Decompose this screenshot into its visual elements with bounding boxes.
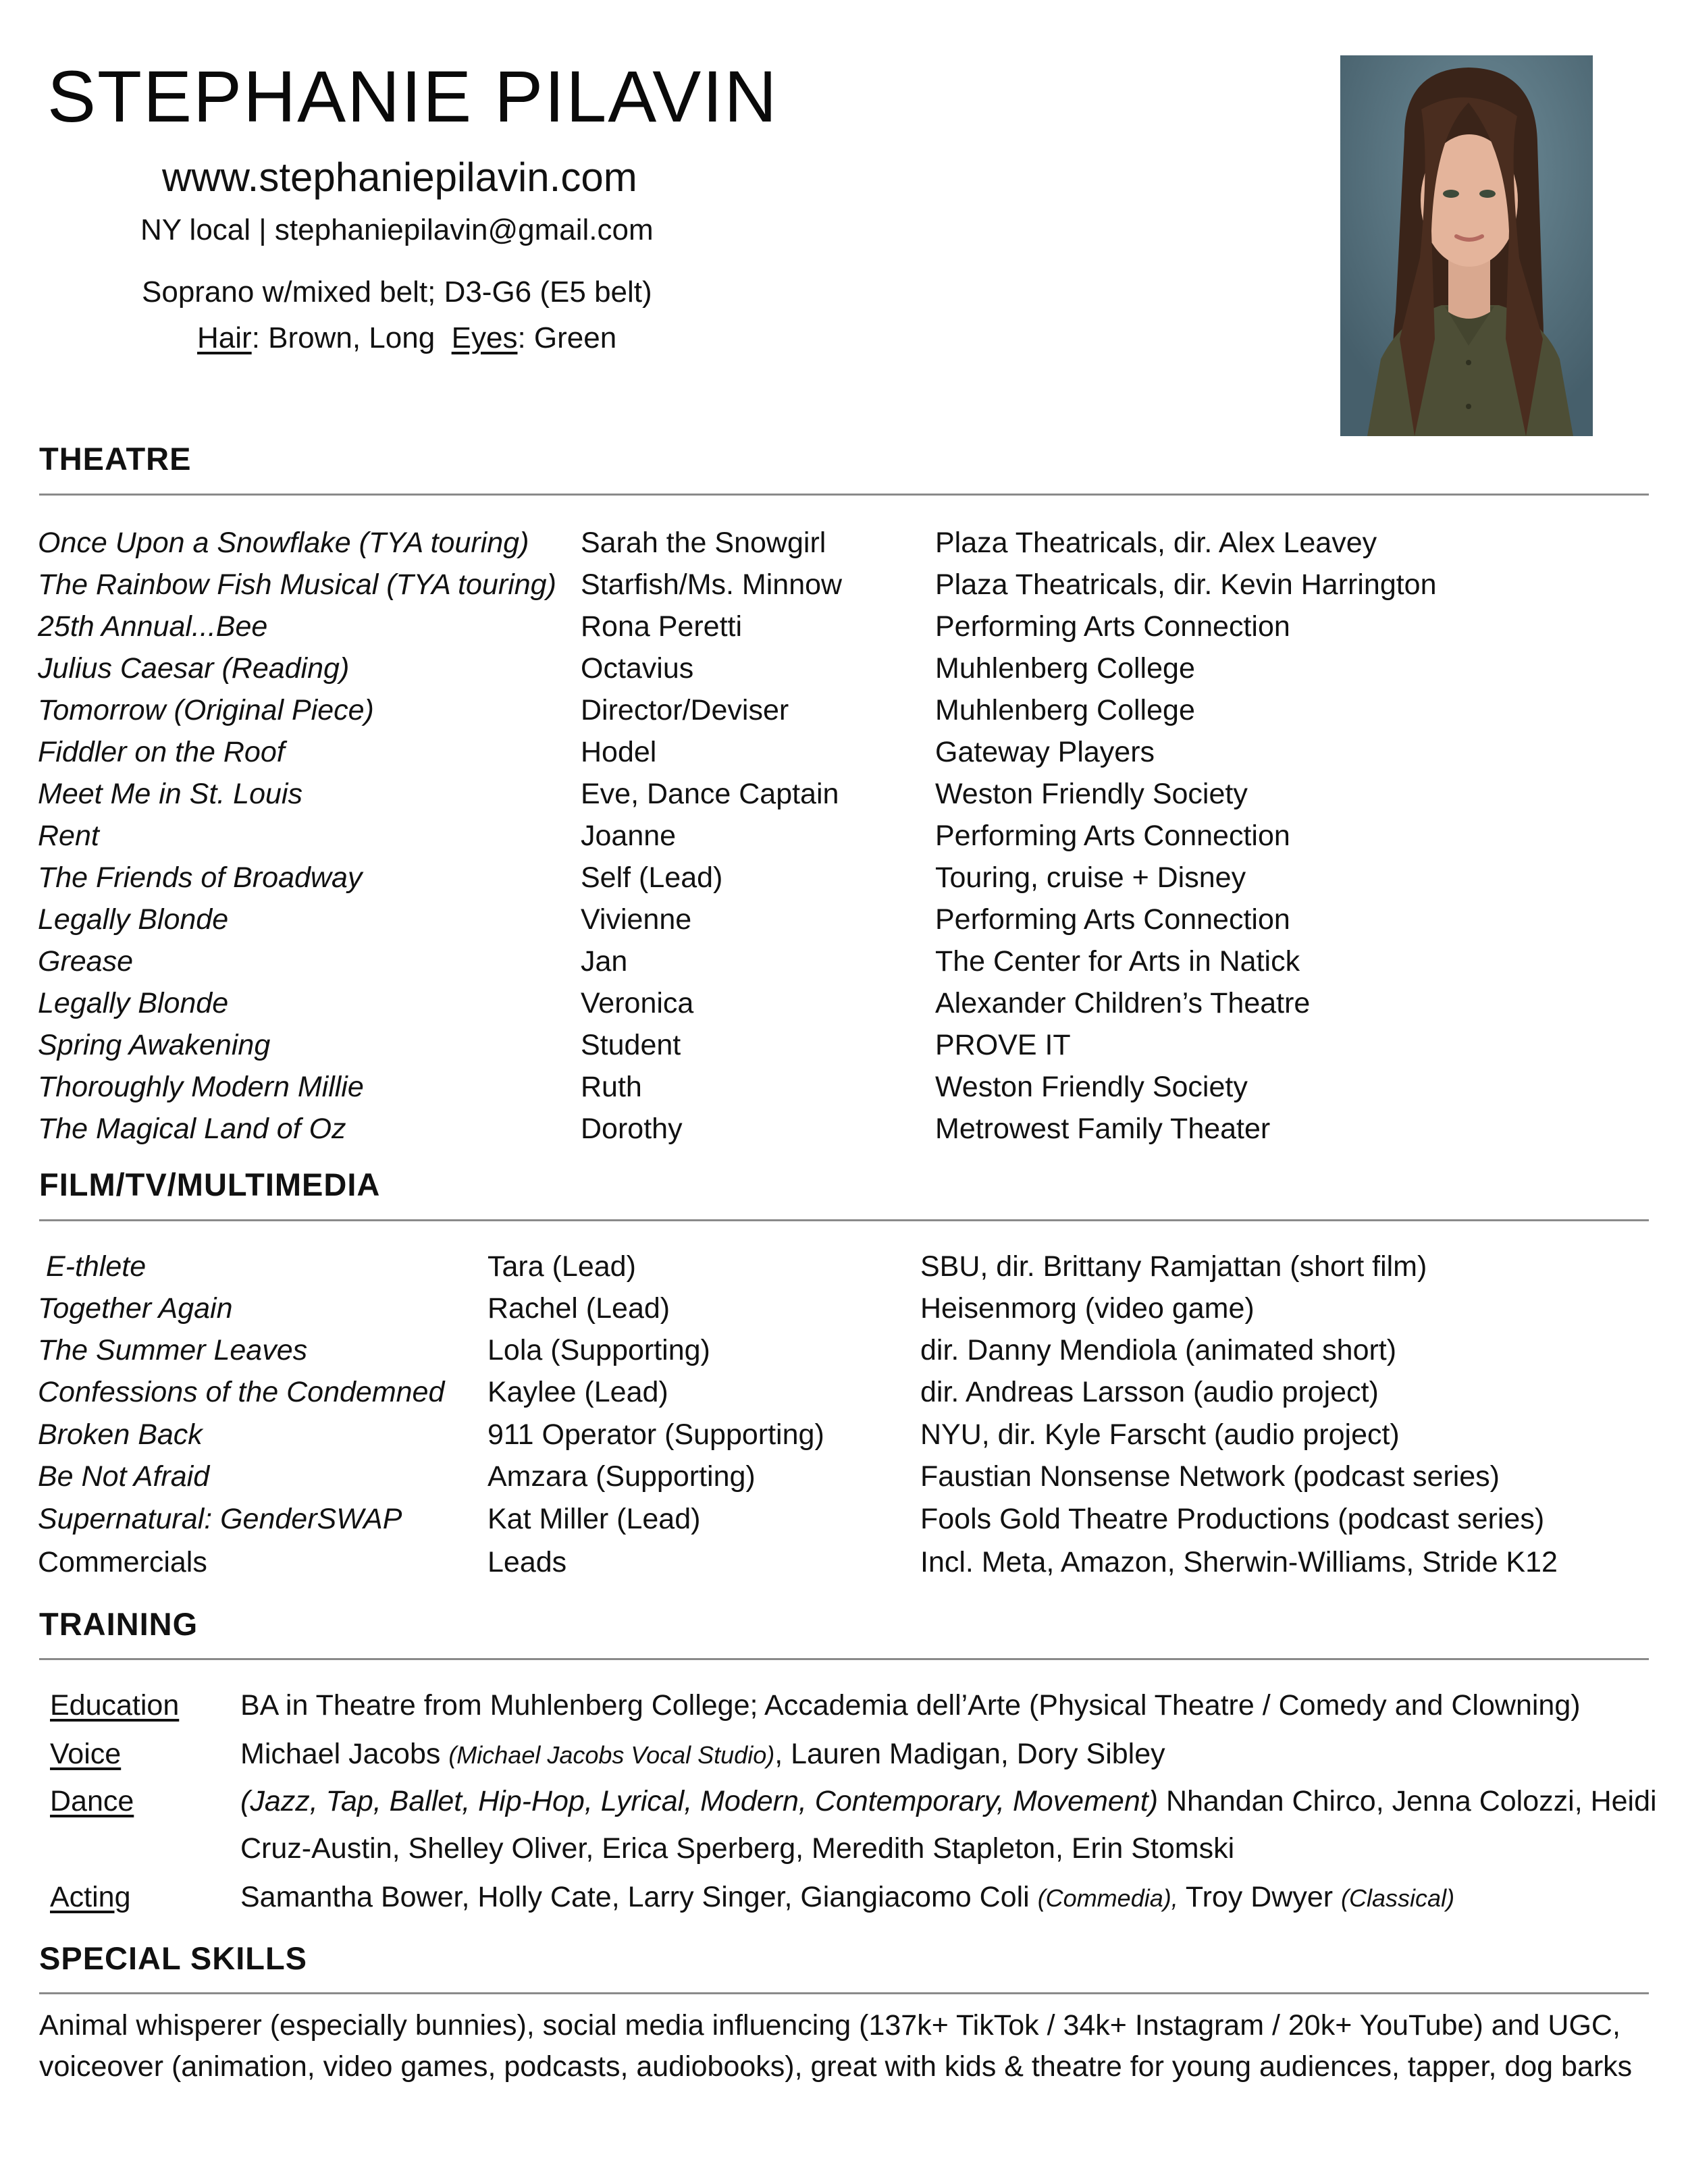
company: Weston Friendly Society	[935, 1071, 1248, 1103]
credit-row	[0, 903, 1688, 945]
show-title: Fiddler on the Roof	[38, 736, 285, 768]
show-title: The Rainbow Fish Musical (TYA touring)	[38, 568, 556, 601]
role: Leads	[487, 1546, 567, 1578]
training-label-acting: Acting	[50, 1881, 131, 1913]
company: Gateway Players	[935, 736, 1155, 768]
role: Rona Peretti	[581, 610, 743, 643]
role: Kat Miller (Lead)	[487, 1503, 701, 1535]
role: Student	[581, 1029, 681, 1061]
actor-name: STEPHANIE PILAVIN	[47, 55, 779, 137]
credit-row	[0, 1071, 1688, 1113]
role: Joanne	[581, 820, 677, 852]
section-title-skills: SPECIAL SKILLS	[39, 1940, 308, 1976]
role: Starfish/Ms. Minnow	[581, 568, 843, 601]
show-title: Rent	[38, 820, 99, 852]
credit-row	[0, 568, 1688, 610]
credit-row	[0, 1334, 1688, 1376]
credit-row	[0, 987, 1688, 1029]
credit-row	[0, 1376, 1688, 1418]
website: www.stephaniepilavin.com	[162, 155, 637, 200]
show-title: Once Upon a Snowflake (TYA touring)	[38, 527, 529, 559]
acting-note-classical: (Classical)	[1341, 1884, 1455, 1912]
training-label-education: Education	[50, 1689, 180, 1722]
eyes-value: : Green	[517, 321, 617, 354]
role: Sarah the Snowgirl	[581, 527, 826, 559]
credit-row	[0, 1418, 1688, 1460]
credit-row	[0, 1460, 1688, 1502]
company: NYU, dir. Kyle Farscht (audio project)	[920, 1418, 1400, 1451]
role: Amzara (Supporting)	[487, 1460, 756, 1493]
credit-row	[0, 820, 1688, 861]
vocal-range: Soprano w/mixed belt; D3-G6 (E5 belt)	[142, 275, 652, 309]
role: Self (Lead)	[581, 861, 723, 894]
show-title: Julius Caesar (Reading)	[38, 652, 350, 685]
credit-row	[0, 1250, 1688, 1292]
headshot-photo	[1340, 55, 1593, 436]
voice-teachers-rest: , Lauren Madigan, Dory Sibley	[774, 1738, 1165, 1770]
project-title: E-thlete	[38, 1250, 147, 1283]
dance-teachers: Nhandan Chirco, Jenna Colozzi, Heidi	[1158, 1785, 1657, 1817]
company: Muhlenberg College	[935, 694, 1195, 726]
credit-row	[0, 1292, 1688, 1334]
credit-row	[0, 1546, 1688, 1588]
show-title: The Magical Land of Oz	[38, 1113, 346, 1145]
company: Performing Arts Connection	[935, 903, 1290, 936]
company: Heisenmorg (video game)	[920, 1292, 1255, 1325]
company: Muhlenberg College	[935, 652, 1195, 685]
company: Alexander Children’s Theatre	[935, 987, 1311, 1019]
contact-info: NY local | stephaniepilavin@gmail.com	[140, 213, 654, 246]
section-title-film: FILM/TV/MULTIMEDIA	[39, 1167, 381, 1202]
role: Hodel	[581, 736, 657, 768]
hair-value: : Brown, Long	[251, 321, 436, 354]
role: Veronica	[581, 987, 694, 1019]
project-title: Commercials	[38, 1546, 207, 1578]
appearance	[197, 321, 616, 355]
company: dir. Andreas Larsson (audio project)	[920, 1376, 1379, 1408]
company: PROVE IT	[935, 1029, 1071, 1061]
credit-row	[0, 778, 1688, 820]
company: Performing Arts Connection	[935, 820, 1290, 852]
acting-teachers: Samantha Bower, Holly Cate, Larry Singer, Giangiacomo Coli	[240, 1881, 1038, 1913]
company: Performing Arts Connection	[935, 610, 1290, 643]
role: Dorothy	[581, 1113, 683, 1145]
section-title-training: TRAINING	[39, 1606, 199, 1642]
voice-studio: (Michael Jacobs Vocal Studio)	[448, 1741, 775, 1769]
acting-note-commedia: (Commedia),	[1037, 1884, 1178, 1912]
role: 911 Operator (Supporting)	[487, 1418, 824, 1451]
credit-row	[0, 1029, 1688, 1071]
project-title: Broken Back	[38, 1418, 203, 1451]
role: Eve, Dance Captain	[581, 778, 839, 810]
show-title: Meet Me in St. Louis	[38, 778, 302, 810]
company: Metrowest Family Theater	[935, 1113, 1271, 1145]
training-dance-line2: Cruz-Austin, Shelley Oliver, Erica Sperberg, Meredith Stapleton, Erin Stomski	[240, 1832, 1235, 1865]
company: Plaza Theatricals, dir. Alex Leavey	[935, 527, 1377, 559]
show-title: Grease	[38, 945, 134, 978]
credit-row	[0, 652, 1688, 694]
role: Vivienne	[581, 903, 692, 936]
role: Kaylee (Lead)	[487, 1376, 668, 1408]
company: The Center for Arts in Natick	[935, 945, 1300, 978]
section-divider	[39, 1219, 1649, 1221]
project-title: Be Not Afraid	[38, 1460, 210, 1493]
section-divider	[39, 1992, 1649, 1994]
hair-label: Hair	[197, 321, 252, 354]
role: Octavius	[581, 652, 694, 685]
skills-line-1: Animal whisperer (especially bunnies), social media influencing (137k+ TikTok / 34k+ Instagram / 20k+ YouTube) and UGC,	[39, 2009, 1620, 2042]
role: Lola (Supporting)	[487, 1334, 710, 1366]
role: Jan	[581, 945, 628, 978]
role: Director/Deviser	[581, 694, 789, 726]
show-title: Tomorrow (Original Piece)	[38, 694, 374, 726]
company: Touring, cruise + Disney	[935, 861, 1246, 894]
role: Ruth	[581, 1071, 642, 1103]
training-label-voice: Voice	[50, 1738, 122, 1770]
section-title-theatre: THEATRE	[39, 441, 192, 477]
role: Rachel (Lead)	[487, 1292, 670, 1325]
eyes-label: Eyes	[451, 321, 518, 354]
company: Plaza Theatricals, dir. Kevin Harrington	[935, 568, 1437, 601]
section-divider	[39, 1658, 1649, 1660]
credit-row	[0, 694, 1688, 736]
credit-row	[0, 527, 1688, 568]
credit-row	[0, 736, 1688, 778]
company: Faustian Nonsense Network (podcast series)	[920, 1460, 1500, 1493]
role: Tara (Lead)	[487, 1250, 636, 1283]
credit-row	[0, 1503, 1688, 1545]
credit-row	[0, 610, 1688, 652]
project-title: Together Again	[38, 1292, 233, 1325]
project-title: Supernatural: GenderSWAP	[38, 1503, 402, 1535]
training-label-dance: Dance	[50, 1785, 134, 1817]
training-education: BA in Theatre from Muhlenberg College; Accademia dell’Arte (Physical Theatre / Comedy and Clowning)	[240, 1689, 1581, 1722]
project-title: The Summer Leaves	[38, 1334, 308, 1366]
section-divider	[39, 494, 1649, 496]
company: dir. Danny Mendiola (animated short)	[920, 1334, 1397, 1366]
credit-row	[0, 1113, 1688, 1154]
show-title: Legally Blonde	[38, 987, 229, 1019]
training-acting	[240, 1881, 1454, 1914]
company: SBU, dir. Brittany Ramjattan (short film)	[920, 1250, 1427, 1283]
voice-teacher: Michael Jacobs	[240, 1738, 449, 1770]
acting-teacher-dwyer: Troy Dwyer	[1178, 1881, 1342, 1913]
company: Fools Gold Theatre Productions (podcast series)	[920, 1503, 1545, 1535]
dance-styles: (Jazz, Tap, Ballet, Hip-Hop, Lyrical, Modern, Contemporary, Movement)	[240, 1785, 1159, 1817]
show-title: The Friends of Broadway	[38, 861, 363, 894]
project-title: Confessions of the Condemned	[38, 1376, 445, 1408]
company: Incl. Meta, Amazon, Sherwin-Williams, Stride K12	[920, 1546, 1558, 1578]
skills-line-2: voiceover (animation, video games, podcasts, audiobooks), great with kids & theatre for young audiences, tapper, dog barks	[39, 2050, 1633, 2083]
show-title: Thoroughly Modern Millie	[38, 1071, 364, 1103]
show-title: 25th Annual...Bee	[38, 610, 268, 643]
company: Weston Friendly Society	[935, 778, 1248, 810]
training-voice	[240, 1738, 1165, 1771]
training-dance	[240, 1785, 1657, 1818]
show-title: Spring Awakening	[38, 1029, 271, 1061]
show-title: Legally Blonde	[38, 903, 229, 936]
credit-row	[0, 861, 1688, 903]
credit-row	[0, 945, 1688, 987]
